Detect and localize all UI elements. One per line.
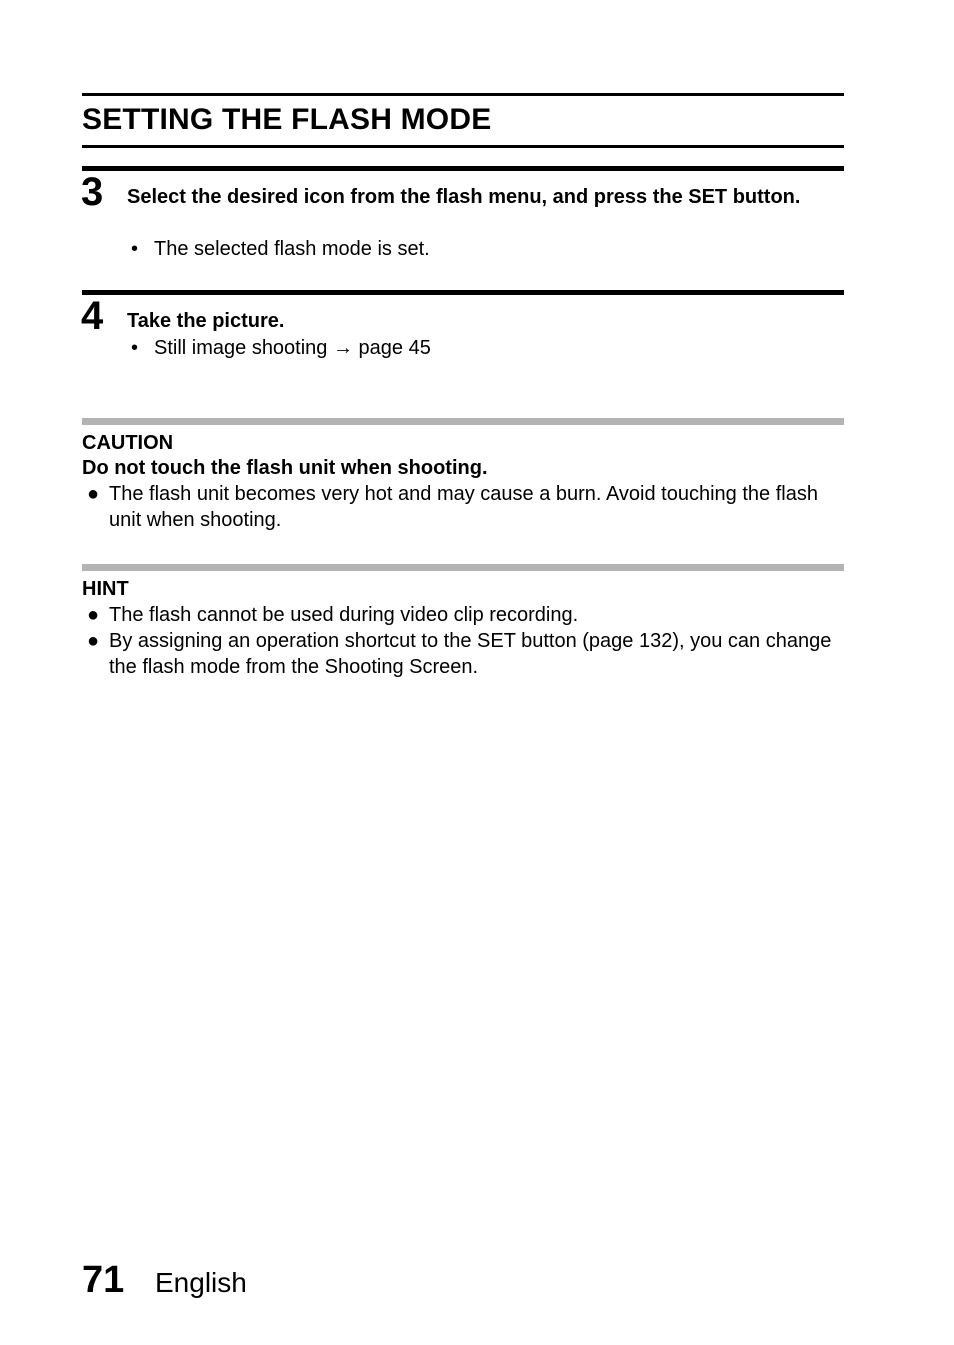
caution-item (87, 481, 847, 533)
step-4-note-text: Still image shooting → page 45 (154, 337, 431, 359)
caution-rule (82, 418, 844, 425)
hint-item (87, 628, 847, 680)
step-4-note (131, 335, 431, 361)
bullet-icon: ● (87, 630, 100, 652)
step-3-note (131, 236, 430, 262)
caution-item-text: The flash unit becomes very hot and may cause a burn. Avoid touching the flash unit when shooting. (109, 483, 818, 531)
step-3-rule (82, 166, 844, 171)
page-language: English (155, 1267, 247, 1298)
hint-heading: HINT (82, 578, 129, 600)
step-4-rule (82, 290, 844, 295)
bullet-icon: • (131, 238, 139, 260)
step-4-number: 4 (81, 294, 104, 338)
bullet-icon: • (131, 337, 139, 359)
hint-item (87, 602, 847, 628)
title-top-rule (82, 93, 844, 96)
caution-heading: CAUTION (82, 432, 174, 454)
caution-subheading: Do not touch the flash unit when shooting. (82, 457, 488, 479)
hint-item-text: The flash cannot be used during video clip recording. (109, 604, 579, 626)
bullet-icon: ● (87, 604, 100, 626)
page-number: 71 (82, 1259, 125, 1301)
step-3-number: 3 (81, 170, 104, 214)
step-3-instruction: Select the desired icon from the flash menu, and press the SET button. (127, 186, 801, 208)
page-title: SETTING THE FLASH MODE (82, 103, 492, 136)
title-bottom-rule (82, 145, 844, 148)
step-4-instruction: Take the picture. (127, 310, 285, 332)
hint-rule (82, 564, 844, 571)
hint-item-text: By assigning an operation shortcut to the SET button (page 132), you can change the flash mode from the Shooting Screen. (109, 630, 832, 678)
step-3-note-text: The selected flash mode is set. (154, 238, 430, 260)
bullet-icon: ● (87, 483, 100, 505)
